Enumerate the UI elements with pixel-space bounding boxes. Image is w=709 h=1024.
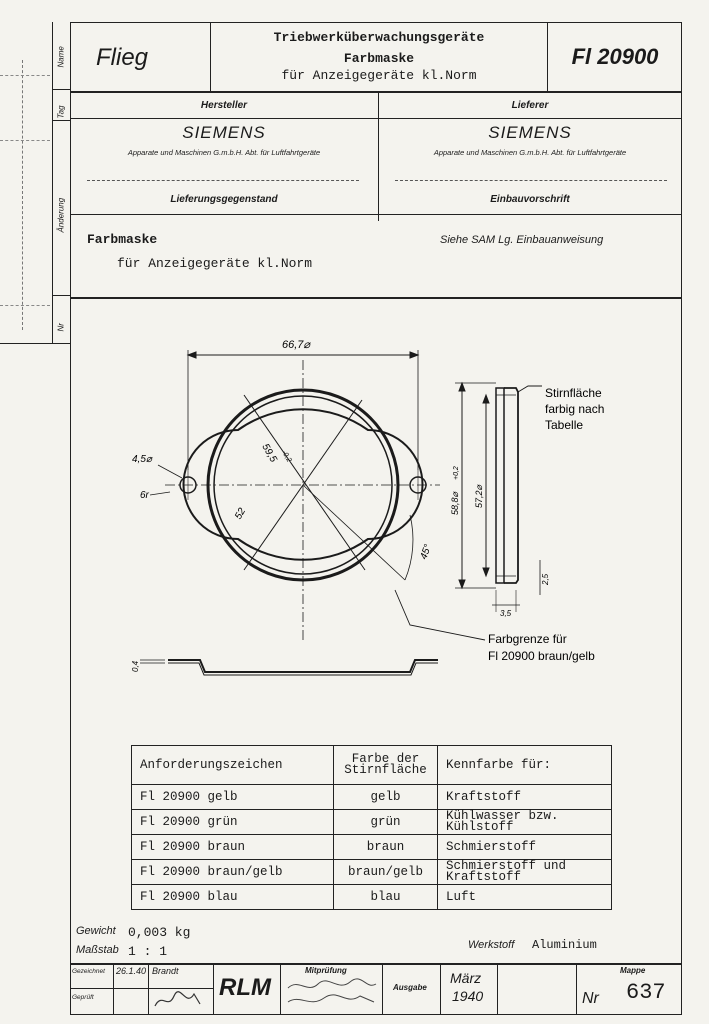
drawing-number: Fl 20900 — [571, 44, 659, 69]
object-label: Lieferungsgegenstand — [170, 194, 278, 205]
header-farbe — [334, 746, 438, 785]
scale-label: Maßstab — [76, 944, 119, 956]
drawn-date: 26.1.40 — [116, 966, 147, 976]
row-use-line-1: Luft — [446, 889, 477, 904]
ausgabe-value-line-1: März — [450, 970, 482, 986]
supplier-name: SIEMENS — [488, 123, 572, 142]
drawn-name: Brandt — [152, 966, 179, 976]
row-code: Fl 20900 braun/gelb — [132, 860, 334, 885]
ausgabe-label: Ausgabe — [393, 983, 427, 992]
mappe-label: Mappe — [620, 966, 646, 975]
nr-label: Nr — [582, 990, 599, 1007]
object-line-2: für Anzeigegeräte kl.Norm — [117, 256, 313, 271]
note-border-line-1: Farbgrenze für — [488, 632, 567, 646]
dim-width: 66,7⌀ — [282, 339, 311, 351]
header-anforderung: Anforderungszeichen — [132, 746, 334, 785]
note-border-line-2: Fl 20900 braun/gelb — [488, 649, 595, 663]
table-row — [132, 785, 612, 810]
row-use — [438, 835, 612, 860]
dim-inner: 59,5 — [259, 442, 279, 465]
dim-depth: 2,5 — [541, 573, 550, 585]
table-row — [132, 885, 612, 910]
material-label: Werkstoff — [468, 939, 515, 951]
header-farbe-line-2: Stirnfläche — [344, 763, 427, 777]
table-row — [132, 860, 612, 885]
manufacturer-name: SIEMENS — [182, 123, 266, 142]
row-use-line-1: Schmierstoff und — [446, 859, 567, 873]
row-use-line-1: Kühlwasser bzw. — [446, 809, 559, 823]
side-label-aenderung: Änderung — [56, 197, 66, 233]
manufacturer-label: Hersteller — [200, 100, 248, 111]
material-value: Aluminium — [532, 938, 597, 952]
side-label-name: Name — [56, 46, 66, 68]
row-use — [438, 785, 612, 810]
title-line-3: für Anzeigegeräte kl.Norm — [281, 68, 477, 83]
header-kennfarbe: Kennfarbe für: — [438, 746, 612, 785]
row-code: Fl 20900 gelb — [132, 785, 334, 810]
title-left-label: Flieg — [96, 44, 149, 71]
header-farbe-line-1: Farbe der — [351, 752, 420, 766]
object-line-1: Farbmaske — [87, 232, 158, 247]
row-color: grün — [334, 810, 438, 835]
dim-outer-side: 58,8⌀ — [450, 492, 460, 515]
mitpruefung-stamp — [284, 976, 379, 1010]
table-header-row — [132, 746, 612, 785]
dim-flange: 3,5 — [500, 609, 512, 618]
row-use — [438, 810, 612, 835]
scale-value: 1 : 1 — [128, 944, 168, 959]
requirements-table — [131, 745, 612, 910]
note-face-line-2: farbig nach — [545, 402, 605, 416]
row-code: Fl 20900 blau — [132, 885, 334, 910]
title-line-2: Farbmaske — [343, 51, 415, 66]
ausgabe-value-line-2: 1940 — [452, 988, 484, 1004]
dim-52: 52 — [233, 506, 249, 522]
dim-angle: 45° — [418, 543, 434, 562]
row-use-line-2: Kühlstoff — [446, 820, 514, 834]
dim-hole: 4,5⌀ — [132, 454, 152, 465]
row-use-line-1: Schmierstoff — [446, 839, 537, 854]
row-use-line-1: Kraftstoff — [446, 789, 522, 804]
side-label-tag: Tag — [56, 105, 66, 119]
manufacturer-sub: Apparate und Maschinen G.m.b.H. Abt. für Luftfahrtgeräte — [127, 148, 321, 157]
dim-thickness: 0,4 — [131, 660, 140, 672]
install-text: Siehe SAM Lg. Einbauanweisung — [440, 234, 604, 246]
dim-outer-tol: +0,2 — [453, 466, 460, 480]
row-color: gelb — [334, 785, 438, 810]
note-face-line-1: Stirnfläche — [545, 386, 602, 400]
weight-value: 0,003 kg — [128, 925, 191, 940]
row-code: Fl 20900 braun — [132, 835, 334, 860]
weight-label: Gewicht — [76, 925, 116, 937]
checked-signature — [150, 986, 205, 1012]
dim-inner-tol: -0,2 — [280, 449, 293, 464]
table-row — [132, 835, 612, 860]
table-row — [132, 810, 612, 835]
row-color: blau — [334, 885, 438, 910]
mitpruefung-label: Mitprüfung — [305, 966, 347, 975]
supplier-sub: Apparate und Maschinen G.m.b.H. Abt. für Luftfahrtgeräte — [433, 148, 627, 157]
drawn-label: Gezeichnet — [72, 968, 105, 975]
side-label-nr: Nr — [56, 323, 66, 332]
row-use — [438, 885, 612, 910]
row-use — [438, 860, 612, 885]
row-code: Fl 20900 grün — [132, 810, 334, 835]
row-color: braun — [334, 835, 438, 860]
dim-radius: 6r — [140, 490, 149, 501]
row-color: braun/gelb — [334, 860, 438, 885]
dim-inner-side: 57,2⌀ — [474, 485, 484, 508]
mappe-value: 637 — [626, 980, 666, 1005]
install-label: Einbauvorschrift — [490, 194, 570, 205]
rlm-label: RLM — [219, 974, 271, 1001]
note-face-line-3: Tabelle — [545, 418, 584, 432]
checked-label: Geprüft — [72, 994, 94, 1001]
title-line-1: Triebwerküberwachungsgeräte — [273, 30, 485, 45]
row-use-line-2: Kraftstoff — [446, 870, 522, 884]
supplier-label: Lieferer — [511, 100, 549, 111]
